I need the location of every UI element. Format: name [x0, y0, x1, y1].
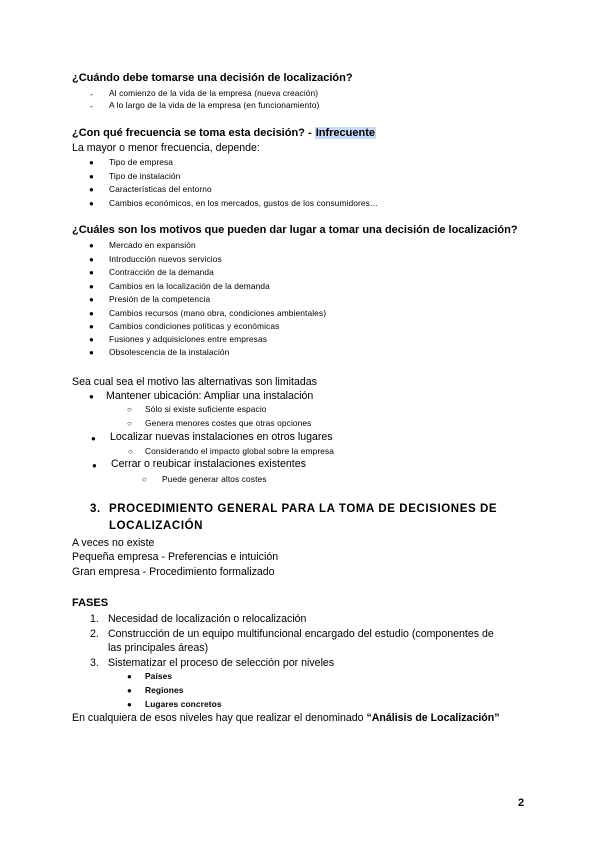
question-motives: ¿Cuáles son los motivos que pueden dar lugar a tomar una decisión de localización? [72, 224, 518, 236]
circle-bullet: ○ [127, 405, 132, 414]
bullet: ● [89, 158, 94, 167]
bullet: ● [89, 185, 94, 194]
bullet: ● [89, 322, 94, 331]
bullet: ● [89, 172, 94, 181]
list-number: 2. [90, 628, 99, 640]
bullet: ● [89, 295, 94, 304]
list-item: Tipo de empresa [109, 157, 174, 167]
sub-list-item: Puede generar altos costes [162, 474, 267, 484]
question-when: ¿Cuándo debe tomarse una decisión de localización? [72, 72, 353, 84]
closing-bold-term: “Análisis de Localización” [366, 712, 500, 724]
bullet: ● [89, 282, 94, 291]
list-item: Tipo de instalación [109, 171, 181, 181]
list-item: Mercado en expansión [109, 240, 196, 250]
circle-bullet: ○ [127, 419, 132, 428]
question-frequency-text: ¿Con qué frecuencia se toma esta decisión? - [72, 127, 312, 139]
paragraph-line: A veces no existe [72, 537, 155, 549]
circle-bullet: ○ [142, 475, 147, 484]
fase-item-continuation: las principales áreas) [108, 642, 209, 654]
list-item: Obsolescencia de la instalación [109, 347, 230, 357]
closing-text: En cualquiera de esos niveles hay que realizar el denominado [72, 712, 364, 724]
bullet: ● [89, 255, 94, 264]
fases-heading: FASES [72, 597, 109, 609]
highlight-infrecuente: Infrecuente [315, 127, 375, 139]
alternative-item: Mantener ubicación: Ampliar una instalación [106, 390, 314, 402]
section-title-line2: LOCALIZACIÓN [109, 520, 204, 532]
list-item: Cambios condiciones políticas y económicas [109, 321, 280, 331]
list-item: Cambios en la localización de la demanda [109, 281, 270, 291]
sub-list-item: Regiones [145, 685, 184, 695]
bullet: ● [127, 700, 132, 709]
list-item: Fusiones y adquisiciones entre empresas [109, 334, 267, 344]
list-item: Al comienzo de la vida de la empresa (nueva creación) [109, 88, 319, 98]
sub-list-item: Países [145, 671, 173, 681]
section-number: 3. [90, 503, 101, 515]
sub-list-item: Genera menores costes que otras opciones [145, 418, 312, 428]
list-item: Cambios económicos, en los mercados, gustos de los consumidores… [109, 198, 379, 208]
bullet: ● [89, 199, 94, 208]
alternatives-intro: Sea cual sea el motivo las alternativas son limitadas [72, 376, 317, 388]
list-number: 1. [90, 613, 99, 625]
bullet: ● [92, 461, 97, 470]
bullet: ● [127, 672, 132, 681]
list-item: Presión de la competencia [109, 294, 211, 304]
closing-line [72, 712, 500, 724]
question-frequency [72, 127, 376, 139]
list-item: Cambios recursos (mano obra, condiciones ambientales) [109, 308, 327, 318]
bullet: ● [89, 268, 94, 277]
paragraph-line: Gran empresa - Procedimiento formalizado [72, 566, 275, 578]
sub-list-item: Lugares concretos [145, 699, 222, 709]
dash-bullet: - [90, 89, 93, 99]
fase-item: Sistematizar el proceso de selección por niveles [108, 657, 335, 669]
bullet: ● [89, 348, 94, 357]
list-item: Contracción de la demanda [109, 267, 214, 277]
list-number: 3. [90, 657, 99, 669]
bullet: ● [89, 392, 94, 401]
bullet: ● [89, 335, 94, 344]
list-item: Introducción nuevos servicios [109, 254, 222, 264]
bullet: ● [127, 686, 132, 695]
paragraph-line: Pequeña empresa - Preferencias e intuición [72, 551, 279, 563]
list-item: A lo largo de la vida de la empresa (en funcionamiento) [109, 100, 320, 110]
frequency-intro: La mayor o menor frecuencia, depende: [72, 142, 260, 154]
alternative-item: Localizar nuevas instalaciones en otros lugares [110, 431, 333, 443]
fase-item: Construcción de un equipo multifuncional encargado del estudio (componentes de [108, 628, 494, 640]
list-item: Características del entorno [109, 184, 212, 194]
page-number: 2 [518, 797, 525, 809]
bullet: ● [89, 241, 94, 250]
section-title-line1: PROCEDIMIENTO GENERAL PARA LA TOMA DE DECISIONES DE [109, 503, 498, 515]
bullet: ● [89, 309, 94, 318]
circle-bullet: ○ [128, 447, 133, 456]
sub-list-item: Considerando el impacto global sobre la empresa [145, 446, 335, 456]
bullet: ● [91, 434, 96, 443]
dash-bullet: - [90, 101, 93, 111]
fase-item: Necesidad de localización o relocalización [108, 613, 307, 625]
sub-list-item: Sólo si existe suficiente espacio [145, 404, 267, 414]
alternative-item: Cerrar o reubicar instalaciones existentes [111, 458, 306, 470]
